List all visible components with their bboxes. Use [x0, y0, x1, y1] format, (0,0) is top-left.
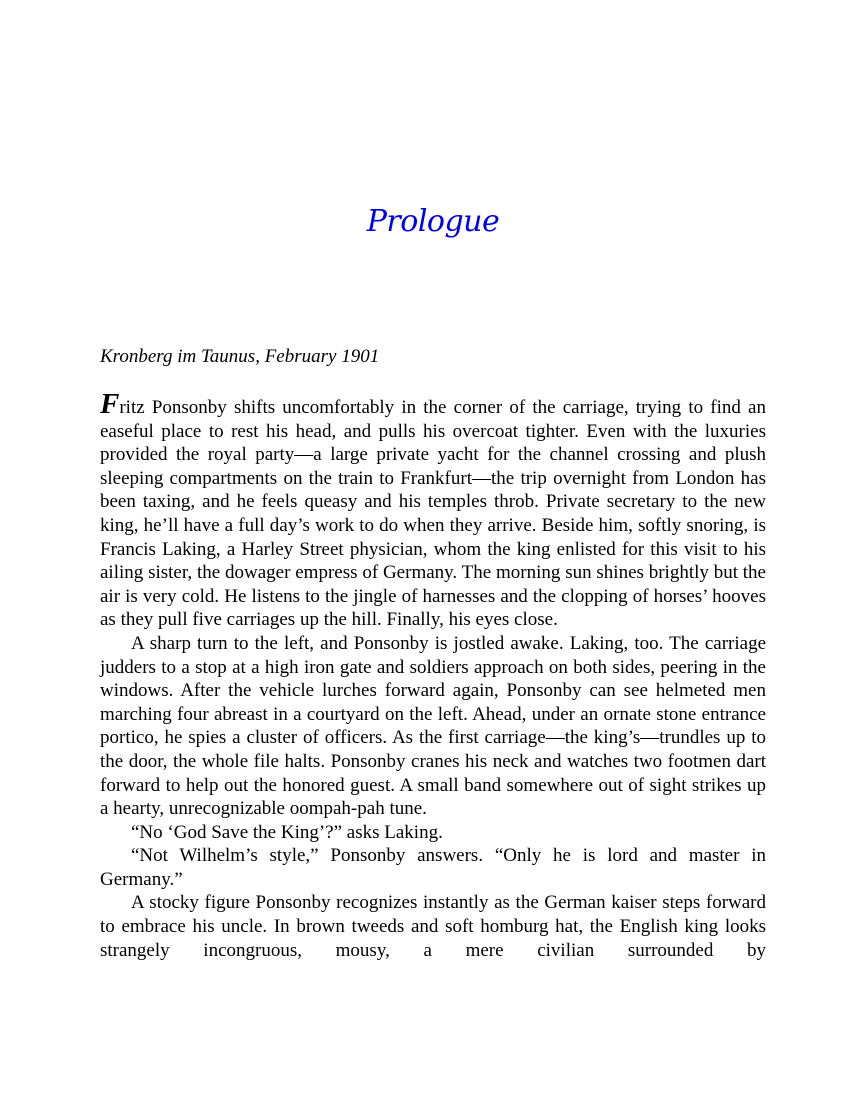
paragraph-1 [100, 388, 766, 632]
paragraph-2: A sharp turn to the left, and Ponsonby is jostled awake. Laking, too. The carriage judders to a stop at a high iron gate and soldiers approach on both sides, peering in the windows. After the vehicle lurches forward again, Ponsonby can see helmeted men marching four abreast in a courtyard on the left. Ahead, under an ornate stone entrance portico, he spies a cluster of officers. As the first carriage—the king’s—trundles up to the door, the whole file halts. Ponsonby cranes his neck and watches two footmen dart forward to help out the honored guest. A small band somewhere out of sight strikes up a hearty, unrecognizable oompah-pah tune. [100, 632, 766, 820]
paragraph-4: “Not Wilhelm’s style,” Ponsonby answers. “Only he is lord and master in Germany.” [100, 845, 766, 890]
dateline: Kronberg im Taunus, February 1901 [100, 346, 380, 367]
paragraph-3: “No ‘God Save the King’?” asks Laking. [131, 821, 443, 843]
drop-cap: F [100, 388, 120, 420]
paragraph-5: A stocky figure Ponsonby recognizes instantly as the German kaiser steps forward to embrace his uncle. In brown tweeds and soft homburg hat, the English king looks strangely incongruous, mousy, a mere civilian surrounded by [100, 892, 766, 961]
chapter-body [100, 388, 766, 962]
paragraph-1-text: ritz Ponsonby shifts uncomfortably in the corner of the carriage, trying to find an easeful place to rest his head, and pulls his overcoat tighter. Even with the luxuries provided the royal party—a large private yacht for the channel crossing and plush sleeping compartments on the train to Frankfurt—the trip overnight from London has been taxing, and he feels queasy and his temples throb. Private secretary to the new king, he’ll have a full day’s work to do when they arrive. Beside him, softly snoring, is Francis Laking, a Harley Street physician, whom the king enlisted for this visit to his ailing sister, the dowager empress of Germany. The morning sun shines brightly but the air is very cold. He listens to the jingle of harnesses and the clopping of horses’ hooves as they pull five carriages up the hill. Finally, his eyes close. [100, 397, 766, 631]
chapter-title: Prologue [366, 204, 500, 239]
